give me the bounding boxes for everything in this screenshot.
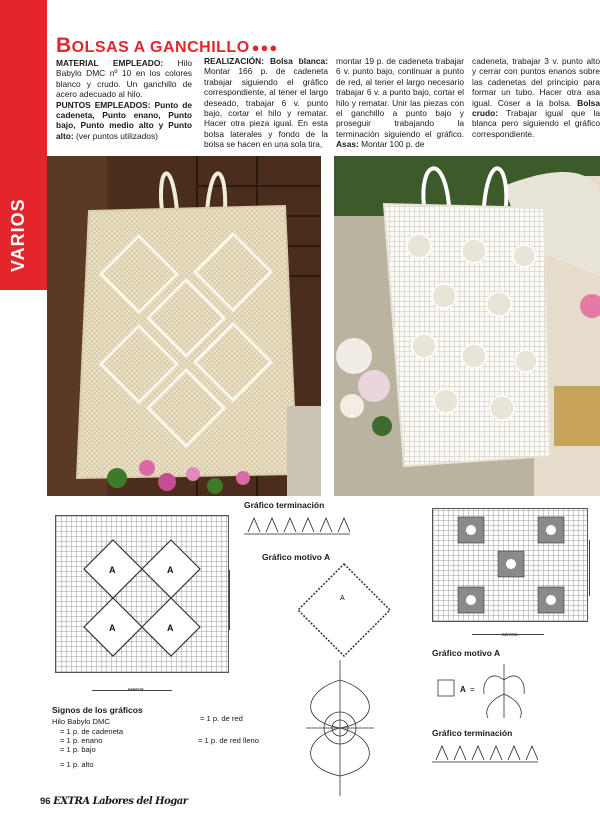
materials-text: Hilo Babylo DMC nº 10 en los colores blanco y crudo. Un ganchillo de acero adecuado al hilo.	[56, 58, 192, 100]
terminacion-symbols-right	[432, 740, 538, 766]
title-first-letter: B	[56, 34, 72, 57]
materials-label: MATERIAL EMPLEADO:	[56, 58, 164, 68]
legend-mesh: = 1 p. de red	[200, 714, 243, 723]
motivo-a-letter: A	[340, 595, 345, 602]
chart-flower-grid	[432, 508, 588, 622]
instructions-column-2	[336, 56, 464, 150]
stitches-text: (ver puntos utilizados)	[73, 130, 158, 141]
terminacion-symbols-top	[244, 512, 350, 538]
cream-bag-photo	[47, 156, 321, 496]
terminacion-title-top: Gráfico terminación	[244, 500, 325, 510]
legend-title: Signos de los gráficos	[52, 705, 143, 715]
instructions-text-2: montar 19 p. de cadeneta trabajar 6 v. punto bajo, continuar a punto de red, al tener el largo necesario trabajar 6 v. a punto bajo, cortar el hilo y rematar. Unir las piezas con el ganchillo a punto bajo y proseguir trabajando la terminación siguiendo el gráfico.	[336, 56, 464, 139]
motivo-a-diamond	[296, 562, 392, 658]
equals-sign: =	[470, 685, 475, 694]
asas-text: Montar 100 p. de	[358, 139, 425, 150]
chart-diamond-grid	[55, 515, 229, 673]
instructions-column-1	[204, 56, 328, 150]
motivo-a-stitch-small	[432, 660, 552, 720]
diamond-grid-motifs	[56, 516, 230, 674]
flower-grid-motifs	[433, 509, 589, 623]
motivo-a-stitch-diagram	[286, 660, 394, 796]
page-footer	[40, 796, 188, 807]
motivo-a-title-right: Gráfico motivo A	[432, 648, 501, 658]
bolsa-crudo-text: Trabajar igual que la blanca pero siguiendo el gráfico correspondiente.	[472, 108, 600, 139]
legend-single: = 1 p. bajo	[60, 745, 96, 754]
bolsa-crudo-label: Bolsa crudo:	[472, 97, 600, 119]
motivo-a-title-top: Gráfico motivo A	[262, 552, 331, 562]
terminacion-title-right: Gráfico terminación	[432, 728, 513, 738]
asas-label: Asas:	[336, 139, 359, 150]
cream-bag-illustration	[47, 156, 321, 496]
motif-a-label-2: A	[167, 565, 174, 575]
repetir-bracket-right	[472, 634, 544, 635]
legend-yarn: Hilo Babylo DMC	[52, 717, 110, 726]
realizacion-label: REALIZACIÓN: Bolsa blanca:	[204, 56, 328, 66]
legend-slip: = 1 p. enano	[60, 736, 103, 745]
white-bag-photo	[334, 156, 600, 496]
repetir-label-right: REPETIR	[502, 633, 518, 637]
realizacion-text: Montar 166 p. de cadeneta trabajar siguiendo el gráfico correspondiente, al tener el largo deseado, trabajar 6 v. punto bajo, cortar el hilo y rematar. Hacer otra pieza igual. En esta bolsa laterales y fondo de la bolsa se hacen en una sola tira,	[204, 66, 328, 150]
page-title	[56, 34, 278, 58]
title-rest: OLSAS A GANCHILLO	[71, 39, 250, 56]
motif-a-label-3: A	[109, 623, 116, 633]
repetir-bracket-side	[229, 570, 230, 630]
legend-chain: = 1 p. de cadeneta	[60, 727, 124, 736]
stitches-label: PUNTOS EMPLEADOS: Punto de cadeneta, Punto enano, Punto bajo, Punto medio alto y Punto alto:	[56, 99, 192, 141]
repetir-bracket-left	[92, 690, 172, 691]
repetir-label-left: REPETIR	[128, 688, 144, 692]
instructions-column-3	[472, 56, 600, 139]
materials-column	[56, 58, 192, 141]
motivo-a-letter-small: A	[460, 685, 466, 694]
motif-a-label-4: A	[167, 623, 174, 633]
page-number: 96	[40, 796, 51, 807]
motif-a-label-1: A	[109, 565, 116, 575]
instructions-text-3: cadeneta, trabajar 3 v. punto alto y cerrar con puntos enanos sobre las cadenetas del principio para formar un tubo. Hacer otra asa igual. Coser a la bolsa.	[472, 56, 600, 108]
repetir-bracket-right-side	[589, 540, 590, 596]
legend-mesh-filled: = 1 p. de red lleno	[198, 736, 260, 745]
legend-treble: = 1 p. alto	[60, 760, 94, 769]
white-bag-illustration	[334, 156, 600, 496]
magazine-name: EXTRA Labores del Hogar	[53, 796, 188, 807]
section-label	[8, 242, 29, 272]
title-dots: ●●●	[251, 40, 279, 55]
